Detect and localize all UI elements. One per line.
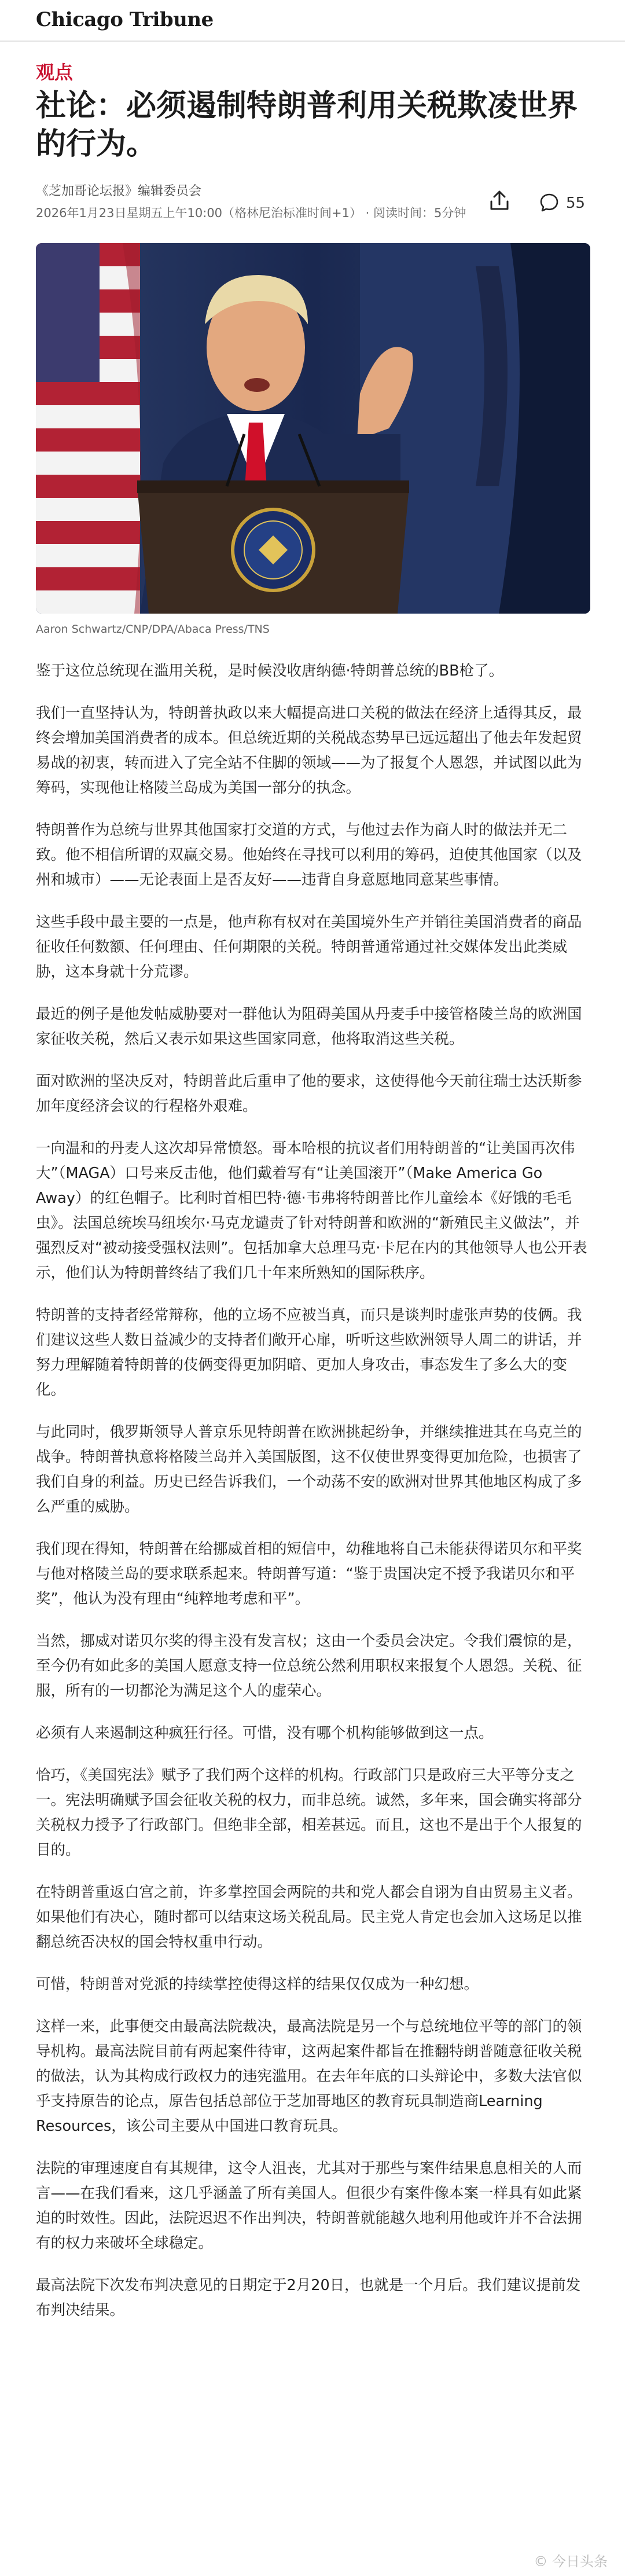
paragraph: 面对欧洲的坚决反对，特朗普此后重申了他的要求，这使得他今天前往瑞士达沃斯参加年度经济会议的行程格外艰难。 <box>36 1073 582 1115</box>
paragraph: 在特朗普重返白宫之前，许多掌控国会两院的共和党人都会自诩为自由贸易主义者。如果他们有决心，随时都可以结束这场关税乱局。民主党人肯定也会加入这场足以推翻总统否决权的国会特权重申行动。 <box>36 1884 582 1951</box>
share-icon[interactable] <box>488 189 511 212</box>
paragraph: 可惜，特朗普对党派的持续掌控使得这样的结果仅仅成为一种幻想。 <box>36 1976 479 1993</box>
comment-icon[interactable] <box>539 193 559 212</box>
article-photo <box>36 243 590 614</box>
paragraph: 这样一来，此事便交由最高法院裁决，最高法院是另一个与总统地位平等的部门的领导机构。最高法院目前有两起案件待审，这两起案件都旨在推翻特朗普随意征收关税的做法，认为其构成行政权力的违宪滥用。在去年年底的口头辩论中，多数大法官似乎支持原告的论点，原告包括总部位于芝加哥地区的教育玩具制造商Learning Resources，该公司主要从中国进口教育玩具。 <box>36 2018 582 2135</box>
headline: 社论：必须遏制特朗普利用关税欺凌世界的行为。 <box>36 89 578 162</box>
paragraph: 一向温和的丹麦人这次却异常愤怒。哥本哈根的抗议者们用特朗普的“让美国再次伟大”（MAGA）口号来反击他，他们戴着写有“让美国滚开”（Make America Go Away）的红色帽子。比利时首相巴特·德·韦弗将特朗普比作儿童绘本《好饿的毛毛虫》。法国总统埃马纽埃尔·马克龙谴责了针对特朗普和欧洲的“新殖民主义做法”，并强烈反对“被动接受强权法则”。包括加拿大总理马克·卡尼在内的其他领导人也公开表示，他们认为特朗普终结了我们几十年来所熟知的国际秩序。 <box>36 1140 587 1282</box>
paragraph: 我们现在得知，特朗普在给挪威首相的短信中，幼稚地将自己未能获得诺贝尔和平奖与他对格陵兰岛的要求联系起来。特朗普写道：“鉴于贵国决定不授予我诺贝尔和平奖”，他认为没有理由“纯粹地考虑和平”。 <box>36 1540 582 1608</box>
site-header <box>0 0 625 41</box>
paragraph: 法院的审理速度自有其规律，这令人沮丧，尤其对于那些与案件结果息息相关的人而言——在我们看来，这几乎涵盖了所有美国人。但很少有案件像本案一样具有如此紧迫的时效性。因此，法院迟迟不作出判决，特朗普就能越久地利用他或许并不合法拥有的权力来破坏全球稳定。 <box>36 2160 582 2252</box>
paragraph: 我们一直坚持认为，特朗普执政以来大幅提高进口关税的做法在经济上适得其反，最终会增加美国消费者的成本。但总统近期的关税战态势早已远远超出了他去年发起贸易战的初衷，转而进入了完全站不住脚的领域——为了报复个人恩怨，并试图以此为筹码，实现他让格陵兰岛成为美国一部分的执念。 <box>36 704 582 797</box>
paragraph: 最高法院下次发布判决意见的日期定于2月20日，也就是一个月后。我们建议提前发布判决结果。 <box>36 2277 581 2319</box>
paragraph: 当然，挪威对诺贝尔奖的得主没有发言权；这由一个委员会决定。令我们震惊的是，至今仍有如此多的美国人愿意支持一位总统公然利用职权来报复个人恩怨。关税、征服，所有的一切都沦为满足这个人的虚荣心。 <box>36 1632 582 1700</box>
paragraph: 这些手段中最主要的一点是，他声称有权对在美国境外生产并销往美国消费者的商品征收任何数额、任何理由、任何期限的关税。特朗普通常通过社交媒体发出此类威胁，这本身就十分荒谬。 <box>36 913 582 981</box>
dateline: 2026年1月23日星期五上午10:00（格林尼治标准时间+1） · 阅读时间：5分钟 <box>36 206 466 220</box>
comment-count[interactable]: 55 <box>566 195 586 212</box>
paragraph: 恰巧，《美国宪法》赋予了我们两个这样的机构。行政部门只是政府三大平等分支之一。宪法明确赋予国会征收关税的权力，而非总统。诚然，多年来，国会确实将部分关税权力授予了行政部门。但绝非全部，相差甚远。而且，这也不是出于个人报复的目的。 <box>36 1767 582 1859</box>
article-body <box>36 659 593 2340</box>
paragraph: 鉴于这位总统现在滥用关税，是时候没收唐纳德·特朗普总统的BB枪了。 <box>36 662 504 680</box>
press-briefing-illustration <box>36 243 590 614</box>
paragraph: 最近的例子是他发帖威胁要对一群他认为阻碍美国从丹麦手中接管格陵兰岛的欧洲国家征收关税，然后又表示如果这些国家同意，他将取消这些关税。 <box>36 1006 582 1048</box>
paragraph: 必须有人来遏制这种疯狂行径。可惜，没有哪个机构能够做到这一点。 <box>36 1724 494 1742</box>
paragraph: 与此同时，俄罗斯领导人普京乐见特朗普在欧洲挑起纷争，并继续推进其在乌克兰的战争。特朗普执意将格陵兰岛并入美国版图，这不仅使世界变得更加危险，也损害了我们自身的利益。历史已经告诉我们，一个动荡不安的欧洲对世界其他地区构成了多么严重的威胁。 <box>36 1423 582 1515</box>
paragraph: 特朗普作为总统与世界其他国家打交道的方式，与他过去作为商人时的做法并无二致。他不相信所谓的双赢交易。他始终在寻找可以利用的筹码，迫使其他国家（以及州和城市）——无论表面上是否友好——违背自身意愿地同意某些事情。 <box>36 821 582 889</box>
byline[interactable]: 《芝加哥论坛报》编辑委员会 <box>36 184 202 199</box>
header-divider <box>0 41 625 42</box>
paragraph: 特朗普的支持者经常辩称，他的立场不应被当真，而只是谈判时虚张声势的伎俩。我们建议这些人数日益减少的支持者们敞开心扉，听听这些欧洲领导人周二的讲话，并努力理解随着特朗普的伎俩变得更加阴暗、更加人身攻击，事态发生了多么大的变化。 <box>36 1307 582 1399</box>
section-label[interactable]: 观点 <box>36 61 73 83</box>
image-caption: Aaron Schwartz/CNP/DPA/Abaca Press/TNS <box>36 623 270 636</box>
site-logo[interactable]: Chicago Tribune <box>36 8 214 31</box>
american-flag <box>36 243 141 614</box>
watermark: © 今日头条 <box>534 2553 608 2570</box>
